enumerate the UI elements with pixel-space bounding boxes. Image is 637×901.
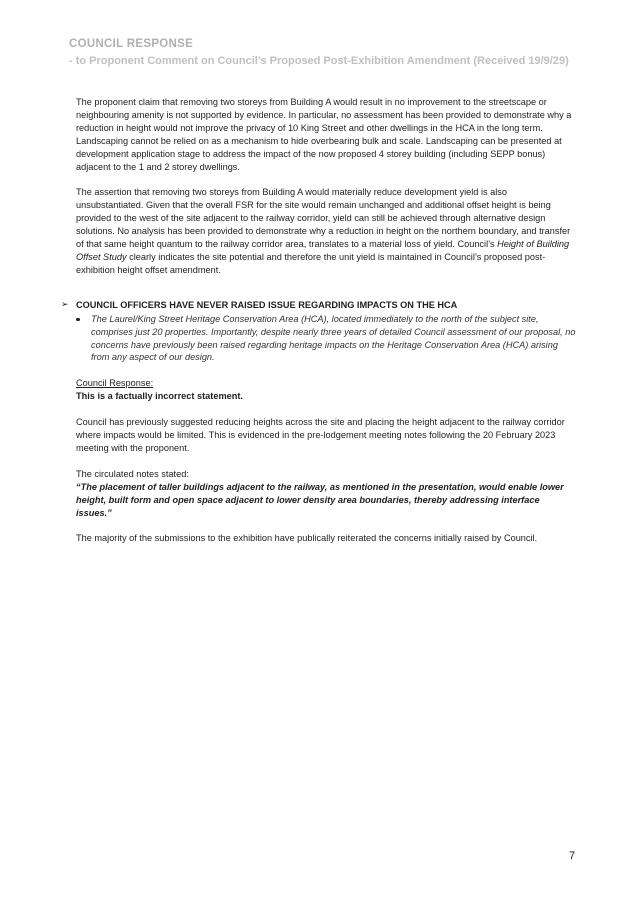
notes-label: The circulated notes stated: — [76, 468, 189, 479]
bullet-dot-icon — [76, 318, 80, 322]
council-response-statement: This is a factually incorrect statement. — [76, 391, 243, 402]
council-response-label: Council Response: — [76, 378, 154, 389]
header-title: COUNCIL RESPONSE — [69, 38, 194, 50]
paragraph-yield — [76, 186, 576, 276]
list-item — [76, 313, 576, 365]
page-number: 7 — [569, 850, 576, 862]
page-header — [69, 37, 569, 69]
paragraph-streetscape: The proponent claim that removing two storeys from Building A would result in no improvement to the streetscape or neighbouring amenity is not supported by evidence. In particular, no assessment has been provided to demonstrate why a reduction in height would not improve the privacy of 10 King Street and other dwellings in the HCA in the long term. Landscaping cannot be relied on as a mechanism to hide overbearing bulk and scale. Landscaping can be presented at development application stage to address the impact of the now proposed 4 storey building (including SEPP bonus) adjacent to the 1 and 2 storey dwellings. — [76, 97, 572, 172]
section-heading-text: COUNCIL OFFICERS HAVE NEVER RAISED ISSUE REGARDING IMPACTS ON THE HCA — [76, 299, 458, 310]
proponent-comment: The Laurel/King Street Heritage Conservation Area (HCA), located immediately to the north of the subject site, comprises just 20 properties. Importantly, despite nearly three years of detailed Council assessment of our proposal, no concerns have previously been raised regarding heritage impacts on the Heritage Conservation Area (HCA) arising from any aspect of our design. — [91, 313, 576, 363]
header-subtitle: - to Proponent Comment on Council’s Proposed Post-Exhibition Amendment (Received 19/9/29) — [69, 55, 569, 67]
arrow-bullet-icon: ➢ — [61, 298, 69, 309]
quoted-notes: “The placement of taller buildings adjacent to the railway, as mentioned in the presentation, would enable lower height, built form and open space adjacent to lower density area boundaries, thereby addressing interface issues.” — [76, 481, 564, 518]
paragraph-yield-start: The assertion that removing two storeys from Building A would materially reduce development yield is also unsubstantiated. Given that the overall FSR for the site would remain unchanged and additional offset height is being provided to the west of the site adjacent to the railway corridor, yield can still be achieved through alternative design solutions. No analysis has been provided to demonstrate why a reduction in height on the northern boundary, and transfer of that same height quantum to the railway corridor area, translates to a material loss of yield. Council’s — [76, 187, 571, 250]
section-heading — [61, 298, 576, 312]
paragraph-yield-end: clearly indicates the site potential and therefore the unit yield is maintained in Council’s proposed post-exhibition height offset amendment. — [76, 251, 546, 275]
paragraph-previous-advice: Council has previously suggested reducing heights across the site and placing the height adjacent to the railway corridor where impacts would be limited. This is evidenced in the pre-lodgement meeting notes following the 20 February 2023 meeting with the proponent. — [76, 417, 565, 453]
paragraph-submissions: The majority of the submissions to the exhibition have publically reiterated the concerns initially raised by Council. — [76, 533, 538, 544]
study-title: Height of Building Offset Study — [76, 239, 570, 262]
document-body — [61, 96, 576, 545]
